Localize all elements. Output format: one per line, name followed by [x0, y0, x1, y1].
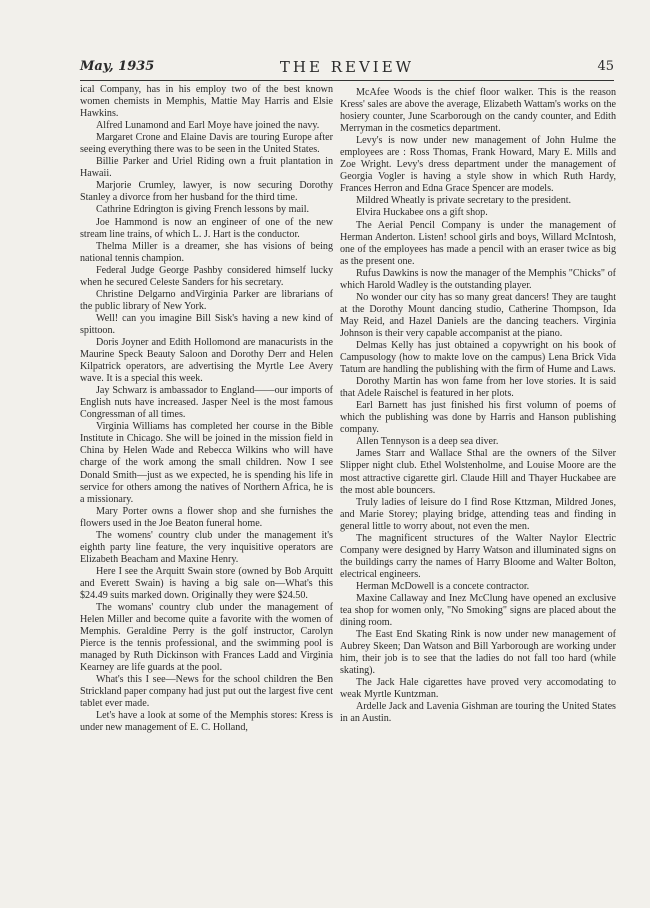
paragraph: The magnificent structures of the Walter Naylor Electric Company were designed by Harry Watson and illuminated signs on the buildings carry the names of Harry Bloome and Walter Bolton, electrical engineers. [340, 532, 616, 580]
page-header [80, 58, 614, 81]
paragraph: The Aerial Pencil Company is under the management of Herman Anderton. Listen! school girls and boys, Willard McIntosh, one of the employees has made a pencil with an eraser twice as big as the present one. [340, 219, 616, 267]
paragraph: McAfee Woods is the chief floor walker. This is the reason Kress' sales are above the average, Elizabeth Wattam's works on the hosiery counter, June Scarborough on the candy counter, and Edith Merryman in the cosmetics department. [340, 87, 616, 135]
paragraph: Christine Delgarno andVirginia Parker are librarians of the public library of New York. [80, 288, 333, 312]
paragraph: Billie Parker and Uriel Riding own a fruit plantation in Hawaii. [80, 156, 333, 180]
paragraph: Marjorie Crumley, lawyer, is now securing Dorothy Stanley a divorce from her husband for the third time. [80, 180, 333, 204]
paragraph: The womens' country club under the management it's eighth party line feature, the very inquisitive operators are Elizabeth Beacham and Maxine Henry. [80, 529, 333, 565]
paragraph: Delmas Kelly has just obtained a copywright on his book of Campusology (how to makte love on the campus) Lena Brick Vida Tatum are handling the publishing with the firm of Hume and Laws. [340, 339, 616, 376]
paragraph: Herman McDowell is a concete contractor. [356, 580, 530, 592]
paragraph: The Jack Hale cigarettes have proved very accomodating to weak Myrtle Kuntzman. [340, 677, 616, 701]
paragraph: Thelma Miller is a dreamer, she has visions of being national tennis champion. [80, 240, 333, 264]
paragraph: Doris Joyner and Edith Hollomond are manacurists in the Maurine Speck Beauty Saloon and Dorothy Derr and Helen Kilpatrick operators, are advertising the Myrtle Lee Avery wave. It is a special this week. [80, 336, 333, 385]
paragraph: What's this I see—News for the school children the Ben Strickland paper company had just put out the largest five cent tablet ever made. [80, 674, 333, 710]
paragraph: Ardelle Jack and Lavenia Gishman are touring the United States in an Austin. [340, 701, 616, 725]
paragraph: Margaret Crone and Elaine Davis are touring Europe after seeing everything there was to be seen in the United States. [80, 132, 333, 156]
right-column [340, 87, 616, 725]
paragraph: Jay Schwarz is ambassador to England——our imports of English nuts have increased. Jasper Neel is the most famous Congressman of all times. [80, 385, 333, 421]
page-number: 45 [597, 59, 614, 74]
paragraph: Earl Barnett has just finished his first volumn of poems of which the publishing was done by Harris and Hanson publishing company. [340, 400, 616, 436]
paragraph: James Starr and Wallace Sthal are the owners of the Silver Slipper night club. Ethel Wolstenholme, and Louise Moore are the most attractive cigarette girl. Claude Hill and Thayer Huckabee are the most able bouncers. [340, 448, 616, 496]
paragraph: No wonder our city has so many great dancers! They are taught at the Dorothy Mount dancing studio, Catherine Thompson, Ida May Reid, and Hazel Daniels are the dancing teachers. Virginia Johnson is their very capable accompanist at the piano. [340, 291, 616, 339]
paragraph: Here I see the Arquitt Swain store (owned by Bob Arquitt and Everett Swain) is having a big sale on—What's this $24.49 suits marked down. Originally they were $24.50. [80, 565, 333, 601]
paragraph: Mildred Wheatly is private secretary to the president. [356, 195, 572, 207]
paragraph: Alfred Lunamond and Earl Moye have joined the navy. [96, 120, 320, 132]
paragraph: The East End Skating Rink is now under new management of Aubrey Skeen; Dan Watson and Bill Yarborough are working under him, their job is to see that the ladies do not fall too hard (while skating). [340, 629, 616, 677]
paragraph: Rufus Dawkins is now the manager of the Memphis "Chicks" of which Harold Wadley is the outstanding player. [340, 267, 616, 291]
left-column [80, 84, 333, 735]
paragraph: Allen Tennyson is a deep sea diver. [356, 436, 499, 448]
paragraph: The womans' country club under the management of Helen Miller and become quite a favorite with the women of Memphis. Geraldine Perry is the golf instructor, Carolyn Pierce is the tennis professional, and the swimming pool is managed by Ruth Dickinson with Frances Ladd and Virginia Kearney are life guards at the pool. [80, 602, 333, 674]
paragraph: Let's have a look at some of the Memphis stores: Kress is under new management of E. C. Holland, [80, 710, 333, 734]
paragraph: Dorothy Martin has won fame from her love stories. It is said that Adele Raischel is featured in her plots. [340, 376, 616, 400]
paragraph: Levy's is now under new management of John Hulme the employees are : Ross Thomas, Frank Howard, Mary E. Mills and Zoe Wright. Levy's dress department under the management of Georgia Vogler is having a style show in which Ruth Hardy, Frances Herron and Edna Grace Spencer are models. [340, 135, 616, 195]
paragraph: Well! can you imagine Bill Sisk's having a new kind of spittoon. [80, 312, 333, 336]
paragraph: Federal Judge George Pashby considered himself lucky when he secured Celeste Sanders for his secretary. [80, 264, 333, 288]
paragraph: Elvira Huckabee ons a gift shop. [356, 207, 488, 219]
publication-title: THE REVIEW [279, 58, 415, 76]
paragraph: ical Company, has in his employ two of the best known women chemists in Memphis, Mattie May Harris and Elsie Hawkins. [80, 84, 333, 120]
paragraph: Mary Porter owns a flower shop and she furnishes the flowers used in the Joe Beaton funeral home. [80, 505, 333, 529]
paragraph: Maxine Callaway and Inez McClung have opened an exclusive tea shop for women only, "No Smoking" signs are placed about the dining room. [340, 592, 616, 629]
paragraph: Cathrine Edrington is giving French lessons by mail. [96, 204, 310, 216]
paragraph: Joe Hammond is now an engineer of one of the new stream line trains, of which L. J. Hart is the conductor. [80, 216, 333, 240]
issue-date: May, 1935 [80, 59, 155, 74]
paragraph: Truly ladies of leisure do I find Rose Kttzman, Mildred Jones, and Marie Storey; playing bridge, attending teas and finding in general little to worry about, not even the men. [340, 496, 616, 532]
paragraph: Virginia Williams has completed her course in the Bible Institute in Chicago. She will be joined in the mission field in China by Helen Wade and Rebecca Wilkins who will have charge of the work among the small children. Now I see Donald Smith—just as we expected, he is spending his life in service for others among the natives of Northern Africa, he is a missionary. [80, 421, 333, 505]
